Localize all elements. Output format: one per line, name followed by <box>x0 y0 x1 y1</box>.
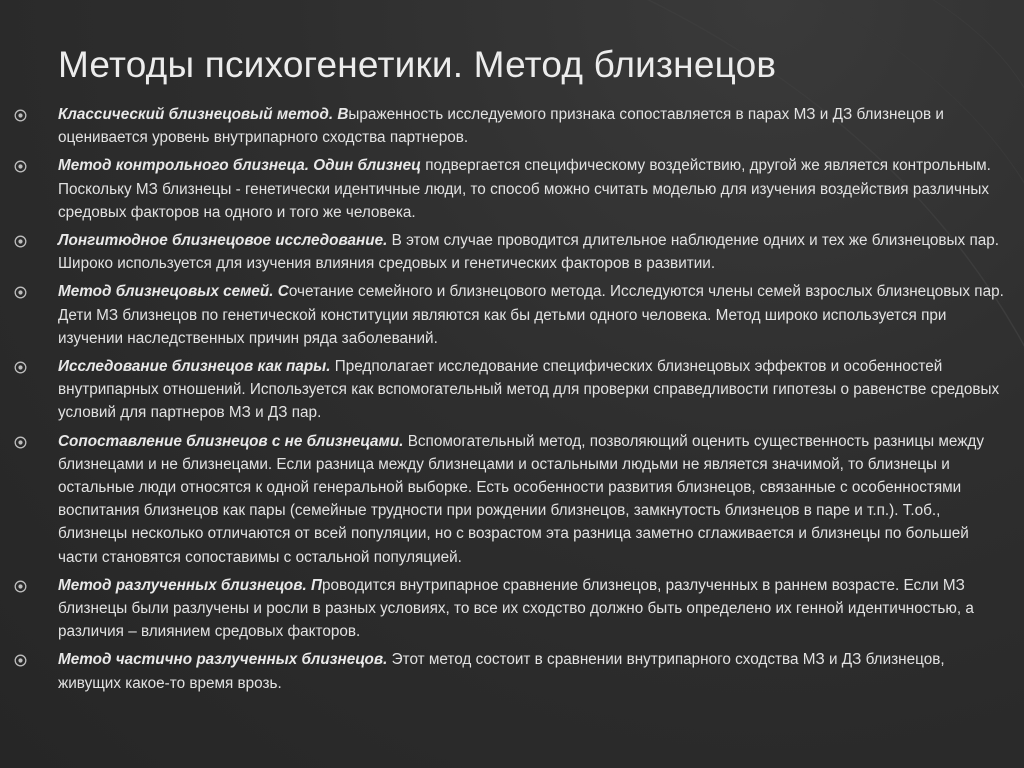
method-description: ыраженность исследуемого признака сопоставляется в парах МЗ и ДЗ близнецов и оценивается уровень внутрипарного сходства партнеров. <box>58 106 944 147</box>
target-ring-icon <box>14 286 27 299</box>
list-item <box>14 430 1004 569</box>
method-description: подвергается специфическому воздействию, другой же является контрольным. Поскольку МЗ близнецы - генетически идентичные люди, то способ можно считать моделью для изучения воздействия различных средовых факторов на одного и того же человека. <box>58 157 991 221</box>
list-item <box>14 103 1004 149</box>
method-term: Лонгитюдное близнецовое исследование. <box>58 232 388 250</box>
methods-list <box>14 103 1004 700</box>
method-term: Метод контрольного близнеца. Один близнец <box>58 157 422 175</box>
target-ring-icon <box>14 235 27 248</box>
list-item <box>14 648 1004 694</box>
list-item <box>14 574 1004 644</box>
method-description: В этом случае проводится длительное наблюдение одних и тех же близнецовых пар. Широко используется для изучения влияния средовых и генетических факторов в развитии. <box>58 232 999 273</box>
method-term: Метод разлученных близнецов. П <box>58 576 322 594</box>
method-term: Исследование близнецов как пары. <box>58 358 331 376</box>
method-term: Метод близнецовых семей. С <box>58 283 289 301</box>
method-description: Этот метод состоит в сравнении внутрипарного сходства МЗ и ДЗ близнецов, живущих какое-то время врозь. <box>58 651 945 692</box>
slide-title: Методы психогенетики. Метод близнецов <box>58 44 777 85</box>
target-ring-icon <box>14 109 27 122</box>
method-description: очетание семейного и близнецового метода. Исследуются члены семей взрослых близнецовых пар. Дети МЗ близнецов по генетической конституции являются как бы детьми одного человека. Метод широко используется при изучении наследственных причин ряда заболеваний. <box>58 283 1004 347</box>
method-term: Сопоставление близнецов с не близнецами. <box>58 432 404 450</box>
method-description: роводится внутрипарное сравнение близнецов, разлученных в раннем возрасте. Если МЗ близнецы были разлучены и росли в разных условиях, то все их сходство должно быть определено их генной идентичностью, а различия – влиянием средовых факторов. <box>58 576 974 641</box>
method-description: Предполагает исследование специфических близнецовых эффектов и особенностей внутрипарных отношений. Используется как вспомогательный метод для проверки справедливости гипотезы о равенстве средовых условий для партнеров МЗ и ДЗ пар. <box>58 358 1000 422</box>
target-ring-icon <box>14 436 27 449</box>
method-description: Вспомогательный метод, позволяющий оценить существенность разницы между близнецами и не близнецами. Если разница между близнецами и остальными людьми не является значимой, то близнецы и остальные люди относятся к одной генеральной выборке. Есть особенности развития близнецов, связанные с особенностями воспитания близнецов как пары (семейные трудности при рождении близнецов, замкнутость близнецов в паре и т.п.). Т.об., близнецы несколько отличаются от всей популяции, но с возрастом эта разница заметно сглаживается и близнецы по большей части становятся сопоставимы с остальной популяцией. <box>58 432 985 566</box>
target-ring-icon <box>14 580 27 593</box>
list-item <box>14 280 1004 350</box>
method-term: Метод частично разлученных близнецов. <box>58 651 388 669</box>
list-item <box>14 154 1004 224</box>
list-item <box>14 355 1004 425</box>
target-ring-icon <box>14 361 27 374</box>
target-ring-icon <box>14 160 27 173</box>
method-term: Классический близнецовый метод. В <box>58 106 349 123</box>
list-item <box>14 229 1004 275</box>
target-ring-icon <box>14 654 27 667</box>
